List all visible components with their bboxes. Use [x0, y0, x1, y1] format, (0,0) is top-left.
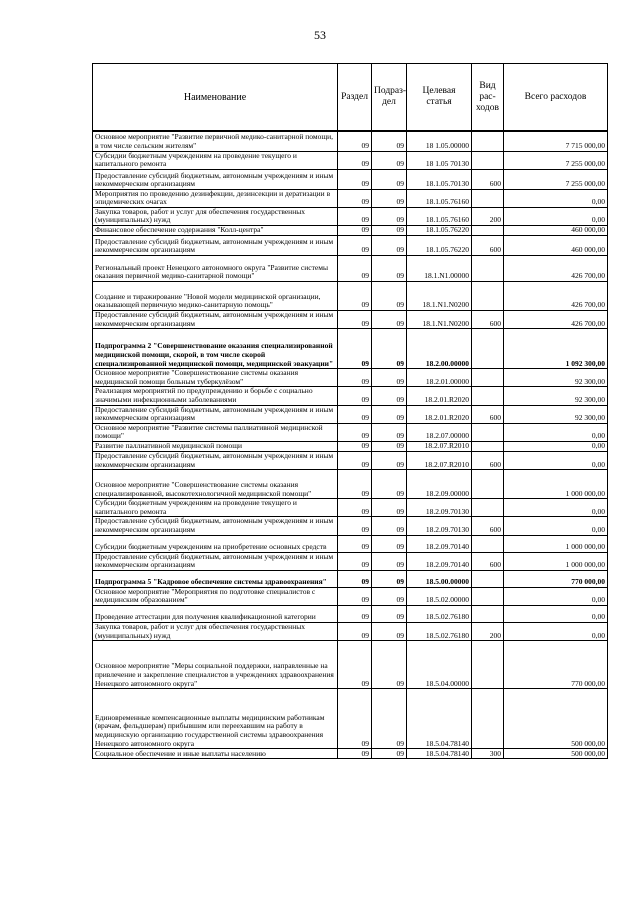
row-expense-type: 200 — [472, 207, 504, 225]
row-subsection: 09 — [372, 405, 407, 423]
row-total: 426 700,00 — [504, 256, 608, 282]
row-section: 09 — [338, 552, 372, 570]
row-expense-type — [472, 151, 504, 169]
row-article: 18.1.05.70130 — [407, 169, 472, 189]
row-section: 09 — [338, 369, 372, 387]
row-expense-type — [472, 189, 504, 207]
row-expense-type — [472, 226, 504, 236]
row-name: Подпрограмма 5 "Кадровое обеспечение системы здравоохранения" — [93, 570, 338, 587]
row-expense-type: 600 — [472, 452, 504, 470]
row-subsection: 09 — [372, 256, 407, 282]
row-section: 09 — [338, 151, 372, 169]
row-subsection: 09 — [372, 423, 407, 441]
row-total: 0,00 — [504, 442, 608, 452]
row-name: Субсидии бюджетным учреждениям на приобретение основных средств — [93, 535, 338, 552]
row-subsection: 09 — [372, 226, 407, 236]
row-section: 09 — [338, 423, 372, 441]
row-expense-type — [472, 423, 504, 441]
row-article: 18.2.09.70130 — [407, 499, 472, 517]
row-section: 09 — [338, 442, 372, 452]
row-name: Развитие паллиативной медицинской помощи — [93, 442, 338, 452]
row-expense-type — [472, 570, 504, 587]
row-total: 460 000,00 — [504, 226, 608, 236]
row-expense-type — [472, 470, 504, 499]
row-subsection: 09 — [372, 622, 407, 640]
row-section: 09 — [338, 605, 372, 622]
row-total: 7 255 000,00 — [504, 151, 608, 169]
row-subsection: 09 — [372, 442, 407, 452]
row-name: Закупка товаров, работ и услуг для обеспечения государственных (муниципальных) нужд — [93, 622, 338, 640]
row-article: 18.5.04.78140 — [407, 689, 472, 749]
row-total: 500 000,00 — [504, 749, 608, 759]
table-row — [93, 151, 608, 169]
row-article: 18.5.02.76180 — [407, 622, 472, 640]
row-name: Субсидии бюджетным учреждениям на проведение текущего и капитального ремонта — [93, 499, 338, 517]
row-section: 09 — [338, 452, 372, 470]
row-total: 0,00 — [504, 499, 608, 517]
row-article: 18.1.N1.00000 — [407, 256, 472, 282]
table-row — [93, 131, 608, 151]
table-row — [93, 256, 608, 282]
row-article: 18.1.05.76220 — [407, 236, 472, 256]
table-row — [93, 236, 608, 256]
row-name: Основное мероприятие "Меры социальной поддержки, направленные на привлечение и закрепление специалистов в учреждениях здравоохранения Ненецкого автономного округа" — [93, 641, 338, 689]
row-expense-type — [472, 369, 504, 387]
row-section: 09 — [338, 405, 372, 423]
row-total: 770 000,00 — [504, 570, 608, 587]
row-article: 18.2.01.R2020 — [407, 387, 472, 405]
row-article: 18.1.05.76160 — [407, 207, 472, 225]
row-subsection: 09 — [372, 605, 407, 622]
row-total: 0,00 — [504, 452, 608, 470]
page-number: 53 — [314, 28, 326, 42]
table-row — [93, 189, 608, 207]
row-total: 0,00 — [504, 622, 608, 640]
row-total: 0,00 — [504, 517, 608, 535]
table-row — [93, 570, 608, 587]
row-total: 92 300,00 — [504, 369, 608, 387]
row-section: 09 — [338, 226, 372, 236]
row-article: 18.2.00.00000 — [407, 329, 472, 369]
table-row — [93, 282, 608, 311]
row-expense-type: 600 — [472, 169, 504, 189]
row-name: Субсидии бюджетным учреждениям на проведение текущего и капитального ремонта — [93, 151, 338, 169]
row-section: 09 — [338, 641, 372, 689]
row-name: Единовременные компенсационные выплаты медицинским работникам (врачам, фельдшерам) прибывшим или переехавшим на работу в медицинскую организацию государственной системы здравоохранения Ненецкого автономного округа — [93, 689, 338, 749]
row-total: 1 000 000,00 — [504, 535, 608, 552]
header-target-article: Целевая статья — [407, 64, 472, 132]
row-section: 09 — [338, 570, 372, 587]
row-name: Финансовое обеспечение содержания "Колл-центра" — [93, 226, 338, 236]
row-subsection: 09 — [372, 552, 407, 570]
table-row — [93, 622, 608, 640]
row-expense-type — [472, 282, 504, 311]
row-subsection: 09 — [372, 207, 407, 225]
row-expense-type: 600 — [472, 311, 504, 329]
row-name: Основное мероприятие "Совершенствование системы оказания специализированной, высокотехнологичной медицинской помощи" — [93, 470, 338, 499]
row-section: 09 — [338, 587, 372, 605]
row-section: 09 — [338, 499, 372, 517]
row-subsection: 09 — [372, 452, 407, 470]
row-section: 09 — [338, 517, 372, 535]
row-article: 18.2.07.R2010 — [407, 442, 472, 452]
table-row — [93, 226, 608, 236]
row-name: Реализация мероприятий по предупреждению и борьбе с социально значимыми инфекционными заболеваниями — [93, 387, 338, 405]
table-row — [93, 207, 608, 225]
row-total: 426 700,00 — [504, 282, 608, 311]
row-article: 18.2.09.70130 — [407, 517, 472, 535]
header-name: Наименование — [93, 64, 338, 132]
row-total: 500 000,00 — [504, 689, 608, 749]
row-section: 09 — [338, 749, 372, 759]
row-subsection: 09 — [372, 387, 407, 405]
row-expense-type — [472, 256, 504, 282]
row-expense-type — [472, 442, 504, 452]
row-subsection: 09 — [372, 470, 407, 499]
row-subsection: 09 — [372, 587, 407, 605]
row-article: 18.5.04.00000 — [407, 641, 472, 689]
table-row — [93, 605, 608, 622]
row-subsection: 09 — [372, 151, 407, 169]
row-section: 09 — [338, 256, 372, 282]
row-name: Основное мероприятие "Мероприятия по подготовке специалистов с медицинским образованием" — [93, 587, 338, 605]
row-subsection: 09 — [372, 131, 407, 151]
row-section: 09 — [338, 236, 372, 256]
row-article: 18.2.09.70140 — [407, 552, 472, 570]
row-article: 18.5.02.76180 — [407, 605, 472, 622]
table-row — [93, 423, 608, 441]
row-section: 09 — [338, 311, 372, 329]
row-name: Проведение аттестации для получения квалификационной категории — [93, 605, 338, 622]
row-total: 0,00 — [504, 423, 608, 441]
row-name: Региональный проект Ненецкого автономного округа "Развитие системы оказания первичной медико-санитарной помощи" — [93, 256, 338, 282]
row-article: 18.5.00.00000 — [407, 570, 472, 587]
table-row — [93, 689, 608, 749]
row-article: 18.1.N1.N0200 — [407, 282, 472, 311]
row-subsection: 09 — [372, 517, 407, 535]
row-name: Предоставление субсидий бюджетным, автономным учреждениям и иным некоммерческим организациям — [93, 405, 338, 423]
row-name: Мероприятия по проведению дезинфекции, дезинсекции и дератизации в эпидемических очагах — [93, 189, 338, 207]
row-name: Предоставление субсидий бюджетным, автономным учреждениям и иным некоммерческим организациям — [93, 452, 338, 470]
row-section: 09 — [338, 329, 372, 369]
row-section: 09 — [338, 169, 372, 189]
header-expense-type: Вид рас-ходов — [472, 64, 504, 132]
table-row — [93, 517, 608, 535]
row-subsection: 09 — [372, 236, 407, 256]
row-expense-type: 600 — [472, 552, 504, 570]
row-total: 1 000 000,00 — [504, 552, 608, 570]
row-section: 09 — [338, 470, 372, 499]
row-name: Предоставление субсидий бюджетным, автономным учреждениям и иным некоммерческим организациям — [93, 552, 338, 570]
row-name: Основное мероприятие "Развитие системы паллиативной медицинской помощи" — [93, 423, 338, 441]
row-subsection: 09 — [372, 535, 407, 552]
row-name: Основное мероприятие "Развитие первичной медико-санитарной помощи, в том числе сельским жителям" — [93, 131, 338, 151]
row-subsection: 09 — [372, 311, 407, 329]
table-row — [93, 470, 608, 499]
row-subsection: 09 — [372, 169, 407, 189]
table-row — [93, 311, 608, 329]
row-section: 09 — [338, 207, 372, 225]
row-total: 426 700,00 — [504, 311, 608, 329]
header-subsection: Подраз-дел — [372, 64, 407, 132]
row-name: Социальное обеспечение и иные выплаты населению — [93, 749, 338, 759]
row-expense-type: 600 — [472, 236, 504, 256]
row-section: 09 — [338, 189, 372, 207]
table-row — [93, 452, 608, 470]
row-expense-type — [472, 605, 504, 622]
row-expense-type — [472, 689, 504, 749]
row-article: 18.1.05.76220 — [407, 226, 472, 236]
table-row — [93, 405, 608, 423]
row-total: 460 000,00 — [504, 236, 608, 256]
row-subsection: 09 — [372, 329, 407, 369]
table-row — [93, 369, 608, 387]
row-name: Предоставление субсидий бюджетным, автономным учреждениям и иным некоммерческим организациям — [93, 517, 338, 535]
row-name: Создание и тиражирование "Новой модели медицинской организации, оказывающей первичную медико-санитарную помощь" — [93, 282, 338, 311]
row-subsection: 09 — [372, 369, 407, 387]
row-subsection: 09 — [372, 282, 407, 311]
table-row — [93, 535, 608, 552]
row-expense-type — [472, 131, 504, 151]
row-total: 7 255 000,00 — [504, 169, 608, 189]
row-article: 18.2.01.R2020 — [407, 405, 472, 423]
row-total: 0,00 — [504, 587, 608, 605]
table-row — [93, 499, 608, 517]
row-article: 18.5.02.00000 — [407, 587, 472, 605]
row-name: Подпрограмма 2 "Совершенствование оказания специализированной медицинской помощи, скорой, в том числе скорой специализированной медицинской помощи, медицинской эвакуации" — [93, 329, 338, 369]
table-header-row — [93, 64, 608, 132]
row-article: 18.2.01.00000 — [407, 369, 472, 387]
row-article: 18.1.N1.N0200 — [407, 311, 472, 329]
row-subsection: 09 — [372, 689, 407, 749]
row-subsection: 09 — [372, 499, 407, 517]
row-subsection: 09 — [372, 641, 407, 689]
row-name: Основное мероприятие "Совершенствование системы оказания медицинской помощи больным туберкулёзом" — [93, 369, 338, 387]
header-total: Всего расходов — [504, 64, 608, 132]
row-article: 18.2.09.00000 — [407, 470, 472, 499]
row-total: 0,00 — [504, 189, 608, 207]
row-total: 1 000 000,00 — [504, 470, 608, 499]
budget-table — [92, 63, 608, 759]
row-total: 0,00 — [504, 605, 608, 622]
table-row — [93, 169, 608, 189]
row-total: 7 715 000,00 — [504, 131, 608, 151]
table-row — [93, 329, 608, 369]
row-expense-type: 300 — [472, 749, 504, 759]
row-expense-type: 200 — [472, 622, 504, 640]
row-expense-type — [472, 499, 504, 517]
row-article: 18 1.05 70130 — [407, 151, 472, 169]
header-section: Раздел — [338, 64, 372, 132]
row-article: 18.5.04.78140 — [407, 749, 472, 759]
row-total: 770 000,00 — [504, 641, 608, 689]
row-article: 18.1.05.76160 — [407, 189, 472, 207]
row-section: 09 — [338, 282, 372, 311]
row-total: 1 092 300,00 — [504, 329, 608, 369]
row-expense-type — [472, 641, 504, 689]
row-article: 18 1.05.00000 — [407, 131, 472, 151]
table-row — [93, 387, 608, 405]
row-name: Предоставление субсидий бюджетным, автономным учреждениям и иным некоммерческим организациям — [93, 169, 338, 189]
row-expense-type — [472, 587, 504, 605]
row-section: 09 — [338, 689, 372, 749]
row-total: 92 300,00 — [504, 405, 608, 423]
row-name: Закупка товаров, работ и услуг для обеспечения государственных (муниципальных) нужд — [93, 207, 338, 225]
table-row — [93, 442, 608, 452]
row-article: 18.2.07.R2010 — [407, 452, 472, 470]
table-row — [93, 749, 608, 759]
row-expense-type — [472, 329, 504, 369]
row-subsection: 09 — [372, 749, 407, 759]
row-section: 09 — [338, 535, 372, 552]
row-expense-type: 600 — [472, 405, 504, 423]
row-subsection: 09 — [372, 189, 407, 207]
row-total: 0,00 — [504, 207, 608, 225]
row-section: 09 — [338, 131, 372, 151]
row-expense-type — [472, 535, 504, 552]
row-article: 18.2.09.70140 — [407, 535, 472, 552]
row-section: 09 — [338, 622, 372, 640]
row-name: Предоставление субсидий бюджетным, автономным учреждениям и иным некоммерческим организациям — [93, 311, 338, 329]
row-expense-type: 600 — [472, 517, 504, 535]
row-total: 92 300,00 — [504, 387, 608, 405]
row-expense-type — [472, 387, 504, 405]
row-name: Предоставление субсидий бюджетным, автономным учреждениям и иным некоммерческим организациям — [93, 236, 338, 256]
row-section: 09 — [338, 387, 372, 405]
table-row — [93, 587, 608, 605]
table-row — [93, 552, 608, 570]
row-article: 18.2.07.00000 — [407, 423, 472, 441]
row-subsection: 09 — [372, 570, 407, 587]
table-row — [93, 641, 608, 689]
